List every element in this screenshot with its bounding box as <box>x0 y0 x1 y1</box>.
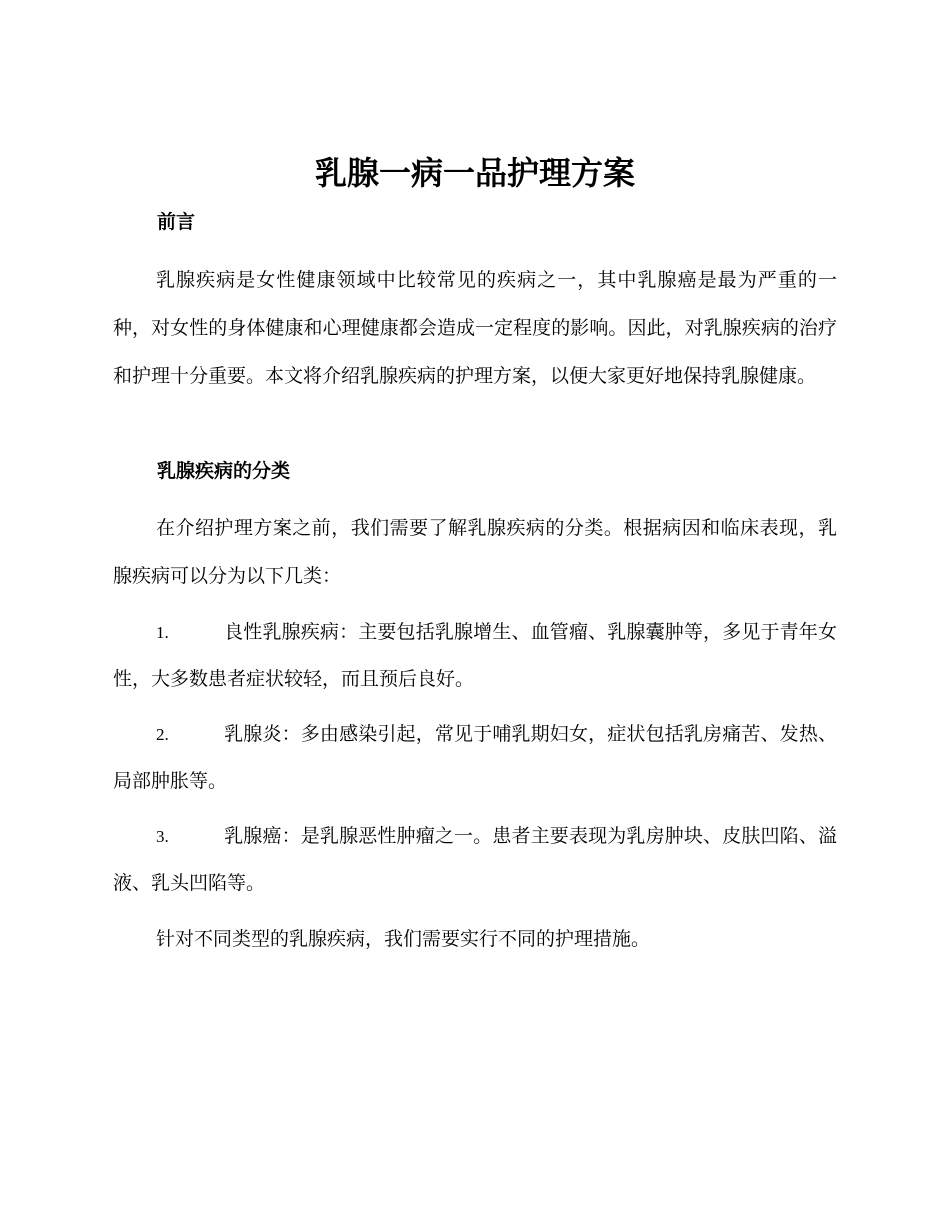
section-heading-preface: 前言 <box>157 211 196 233</box>
list-item-text: 乳腺癌：是乳腺恶性肿瘤之一。患者主要表现为乳房肿块、皮肤凹陷、溢液、乳头凹陷等。 <box>113 825 837 894</box>
list-item <box>113 813 837 906</box>
list-item-number: 3. <box>156 827 169 846</box>
list-item-text: 乳腺炎：多由感染引起，常见于哺乳期妇女，症状包括乳房痛苦、发热、局部肿胀等。 <box>113 723 837 792</box>
list-item <box>113 711 837 804</box>
classification-intro-paragraph: 在介绍护理方案之前，我们需要了解乳腺疾病的分类。根据病因和临床表现，乳腺疾病可以分为以下几类： <box>113 517 837 587</box>
list-item-text: 良性乳腺疾病：主要包括乳腺增生、血管瘤、乳腺囊肿等，多见于青年女性，大多数患者症状较轻，而且预后良好。 <box>113 621 837 690</box>
document-title: 乳腺一病一品护理方案 <box>314 154 635 192</box>
list-item-number: 2. <box>156 725 169 744</box>
list-item-number: 1. <box>156 623 169 642</box>
list-item <box>113 609 837 702</box>
section-heading-classification: 乳腺疾病的分类 <box>157 460 291 482</box>
preface-paragraph: 乳腺疾病是女性健康领域中比较常见的疾病之一，其中乳腺癌是最为严重的一种，对女性的身体健康和心理健康都会造成一定程度的影响。因此，对乳腺疾病的治疗和护理十分重要。本文将介绍乳腺疾病的护理方案，以便大家更好地保持乳腺健康。 <box>113 269 837 387</box>
classification-conclusion-paragraph: 针对不同类型的乳腺疾病，我们需要实行不同的护理措施。 <box>156 928 651 950</box>
